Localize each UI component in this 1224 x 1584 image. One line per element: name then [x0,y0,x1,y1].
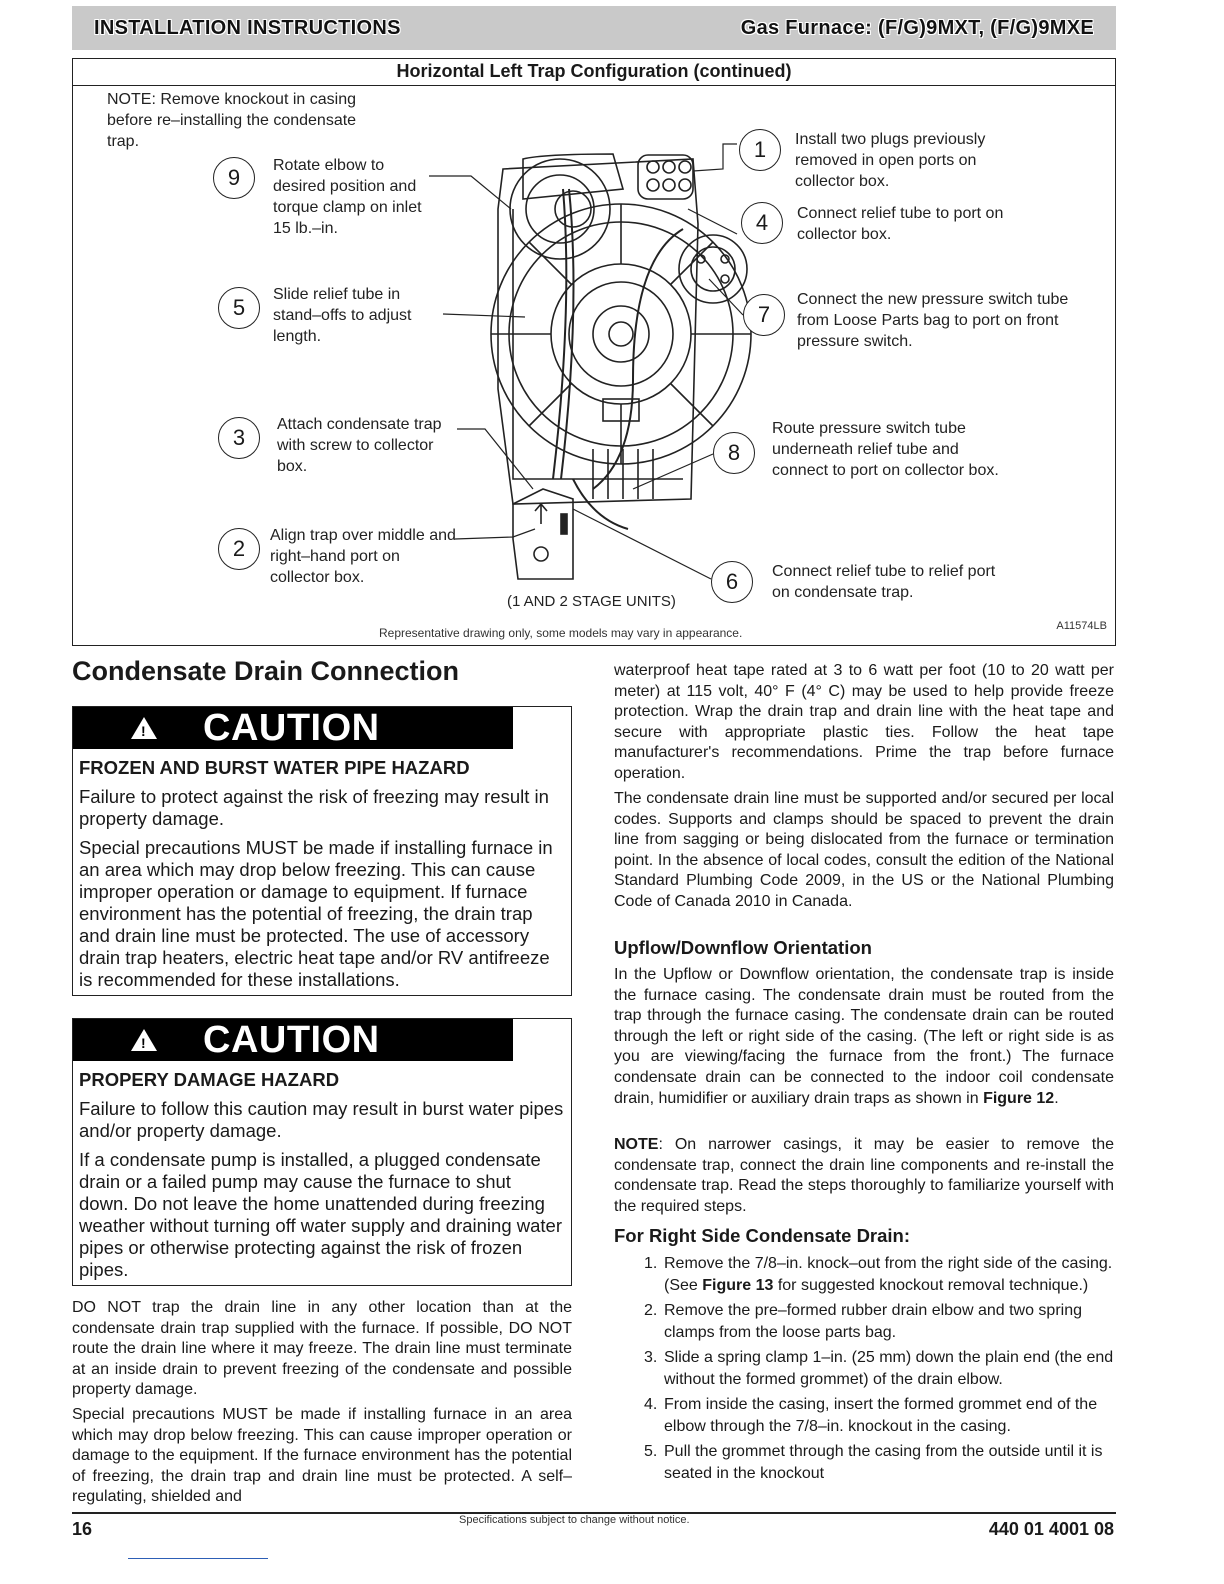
caution-banner [73,707,513,749]
list-item [614,1441,1114,1484]
caution-paragraph: Failure to follow this caution may result in burst water pipes and/or property damage. [79,1098,564,1141]
text-span: . [1054,1089,1059,1107]
figure-reference: Figure 12 [983,1089,1055,1107]
step-number: 1. [644,1255,658,1272]
hazard-title: FROZEN AND BURST WATER PIPE HAZARD [79,757,470,778]
callout-circle-1: 1 [739,129,781,171]
step-text: Remove the 7/8–in. knock–out from the right side of the casing. (See [664,1255,1113,1294]
step-text: From inside the casing, insert the formed grommet end of the elbow through the 7/8–in. knockout in the casing. [664,1396,1098,1435]
callout-circle-7: 7 [743,294,785,336]
figure-id: A11574LB [1056,620,1107,632]
subheading-right-side-drain: For Right Side Condensate Drain: [614,1225,911,1246]
note-text: : On narrower casings, it may be easier to remove the condensate trap, connect the drain line components and re-install the condensate trap. Read the steps thoroughly to familiarize yourself with the required steps. [614,1136,1114,1215]
step-number: 2. [644,1302,658,1319]
caution-box-freezing [72,706,572,996]
list-item [614,1300,1114,1343]
footer-notice: Specifications subject to change without notice. [459,1514,690,1526]
step-number: 5. [644,1443,658,1460]
figure-box [72,58,1116,646]
note-paragraph [614,1135,1114,1217]
callout-text-9: Rotate elbow to desired position and torque clamp on inlet 15 lb.–in. [273,157,422,237]
callout-text-4: Connect relief tube to port on collector box. [797,205,1004,243]
steps-list [614,1253,1114,1488]
callout-text-7: Connect the new pressure switch tube from Loose Parts bag to port on front pressure switch. [797,291,1069,350]
callout-circle-9: 9 [213,157,255,199]
callout-circle-6: 6 [711,561,753,603]
caution-box-property [72,1018,572,1286]
note-label: NOTE [614,1136,659,1153]
callout-circle-5: 5 [218,287,260,329]
body-paragraph: The condensate drain line must be supported and/or secured per local codes. Supports and clamps should be spaced to prevent the drain line from sagging or being dislocated from the furnace or termination point. In the absence of local codes, consult the edition of the National Standard Plumbing Code 2009, in the US or the National Plumbing Code of Canada 2010 in Canada. [614,790,1114,910]
step-text: for suggested knockout removal technique.) [773,1276,1089,1294]
figure-disclaimer: Representative drawing only, some models may vary in appearance. [379,626,743,640]
caution-paragraph: If a condensate pump is installed, a plugged condensate drain or a failed pump may cause the furnace to shut down. Do not leave the home unattended during freezing weather without turning off water supply and draining water pipes or otherwise protecting against the risk of frozen pipes. [79,1149,562,1280]
body-paragraph: waterproof heat tape rated at 3 to 6 watt per foot (10 to 20 watt per meter) at 115 volt, 40° F (4° C) may be used to help provide freeze protection. Wrap the drain trap and drain line with the heat tape and secure with appropriate plastic ties. Follow the heat tape manufacturer's recommendations. Prime the trap before furnace operation. [614,662,1114,782]
warning-triangle-icon: ! [131,717,157,739]
callout-circle-8: 8 [713,432,755,474]
page-number: 16 [72,1519,93,1539]
list-item [614,1347,1114,1390]
caution-word: CAUTION [203,1018,380,1061]
text-span: In the Upflow or Downflow orientation, the condensate trap is inside the furnace casing. The condensate drain must be routed from the trap through the furnace casing. The condensate drain can be routed through the left or right side of the casing. (The left or right side is as you are viewing/facing the furnace from the front.) The furnace condensate drain can be connected to the indoor coil condensate drain, humidifier or auxiliary drain traps as shown in [614,966,1114,1107]
caution-paragraph: Failure to protect against the risk of freezing may result in property damage. [79,786,549,829]
step-text: Slide a spring clamp 1–in. (25 mm) down the plain end (the end without the formed grommet) of the drain elbow. [664,1349,1114,1388]
body-paragraph: Special precautions MUST be made if installing furnace in an area which may drop below freezing. This can cause improper operation or damage to the equipment. If the furnace environment has the potential of freezing, the drain trap and drain line must be protected. A self–regulating, shielded and [72,1406,572,1506]
step-text: Pull the grommet through the casing from the outside until it is seated in the knockout [664,1443,1103,1482]
warning-triangle-icon: ! [131,1029,157,1051]
header-left-title: INSTALLATION INSTRUCTIONS [94,16,401,39]
list-item [614,1394,1114,1437]
callout-circle-3: 3 [218,417,260,459]
body-paragraph [614,965,1114,1109]
link-underline [128,1558,268,1559]
callout-circle-4: 4 [741,202,783,244]
callout-text-3: Attach condensate trap with screw to collector box. [277,416,442,475]
figure-reference: Figure 13 [702,1276,774,1294]
section-title: Condensate Drain Connection [72,656,460,686]
step-number: 3. [644,1349,658,1366]
list-item [614,1253,1114,1296]
step-text: Remove the pre–formed rubber drain elbow and two spring clamps from the loose parts bag. [664,1302,1083,1341]
caution-word: CAUTION [203,706,380,749]
units-label: (1 AND 2 STAGE UNITS) [507,593,676,610]
callout-circle-2: 2 [218,528,260,570]
callout-text-6: Connect relief tube to relief port on condensate trap. [772,563,996,601]
caution-banner [73,1019,513,1061]
hazard-title: PROPERY DAMAGE HAZARD [79,1069,340,1090]
figure-note: NOTE: Remove knockout in casing before re–installing the condensate trap. [107,91,357,150]
body-paragraph: DO NOT trap the drain line in any other location than at the condensate drain trap supplied with the furnace. If possible, DO NOT route the drain line where it may freeze. The drain line must terminate at an inside drain to prevent freezing of the condensate and possible property damage. [72,1299,572,1399]
callout-text-2: Align trap over middle and right–hand port on collector box. [270,527,456,586]
callout-text-5: Slide relief tube in stand–offs to adjust length. [273,286,412,345]
document-number: 440 01 4001 08 [988,1519,1114,1539]
caution-paragraph: Special precautions MUST be made if installing furnace in an area which may drop below freezing. This can cause improper operation or damage to equipment. If furnace environment has the potential of freezing, the drain trap and drain line must be protected. The use of accessory drain trap heaters, electric heat tape and/or RV antifreeze is recommended for these installations. [79,837,553,990]
step-number: 4. [644,1396,658,1413]
figure-title: Horizontal Left Trap Configuration (continued) [73,59,1115,86]
callout-text-1: Install two plugs previously removed in open ports on collector box. [795,131,986,190]
subheading-orientation: Upflow/Downflow Orientation [614,937,872,958]
header-right-title: Gas Furnace: (F/G)9MXT, (F/G)9MXE [740,16,1094,39]
page-header [72,6,1116,50]
callout-text-8: Route pressure switch tube underneath relief tube and connect to port on collector box. [772,420,999,479]
